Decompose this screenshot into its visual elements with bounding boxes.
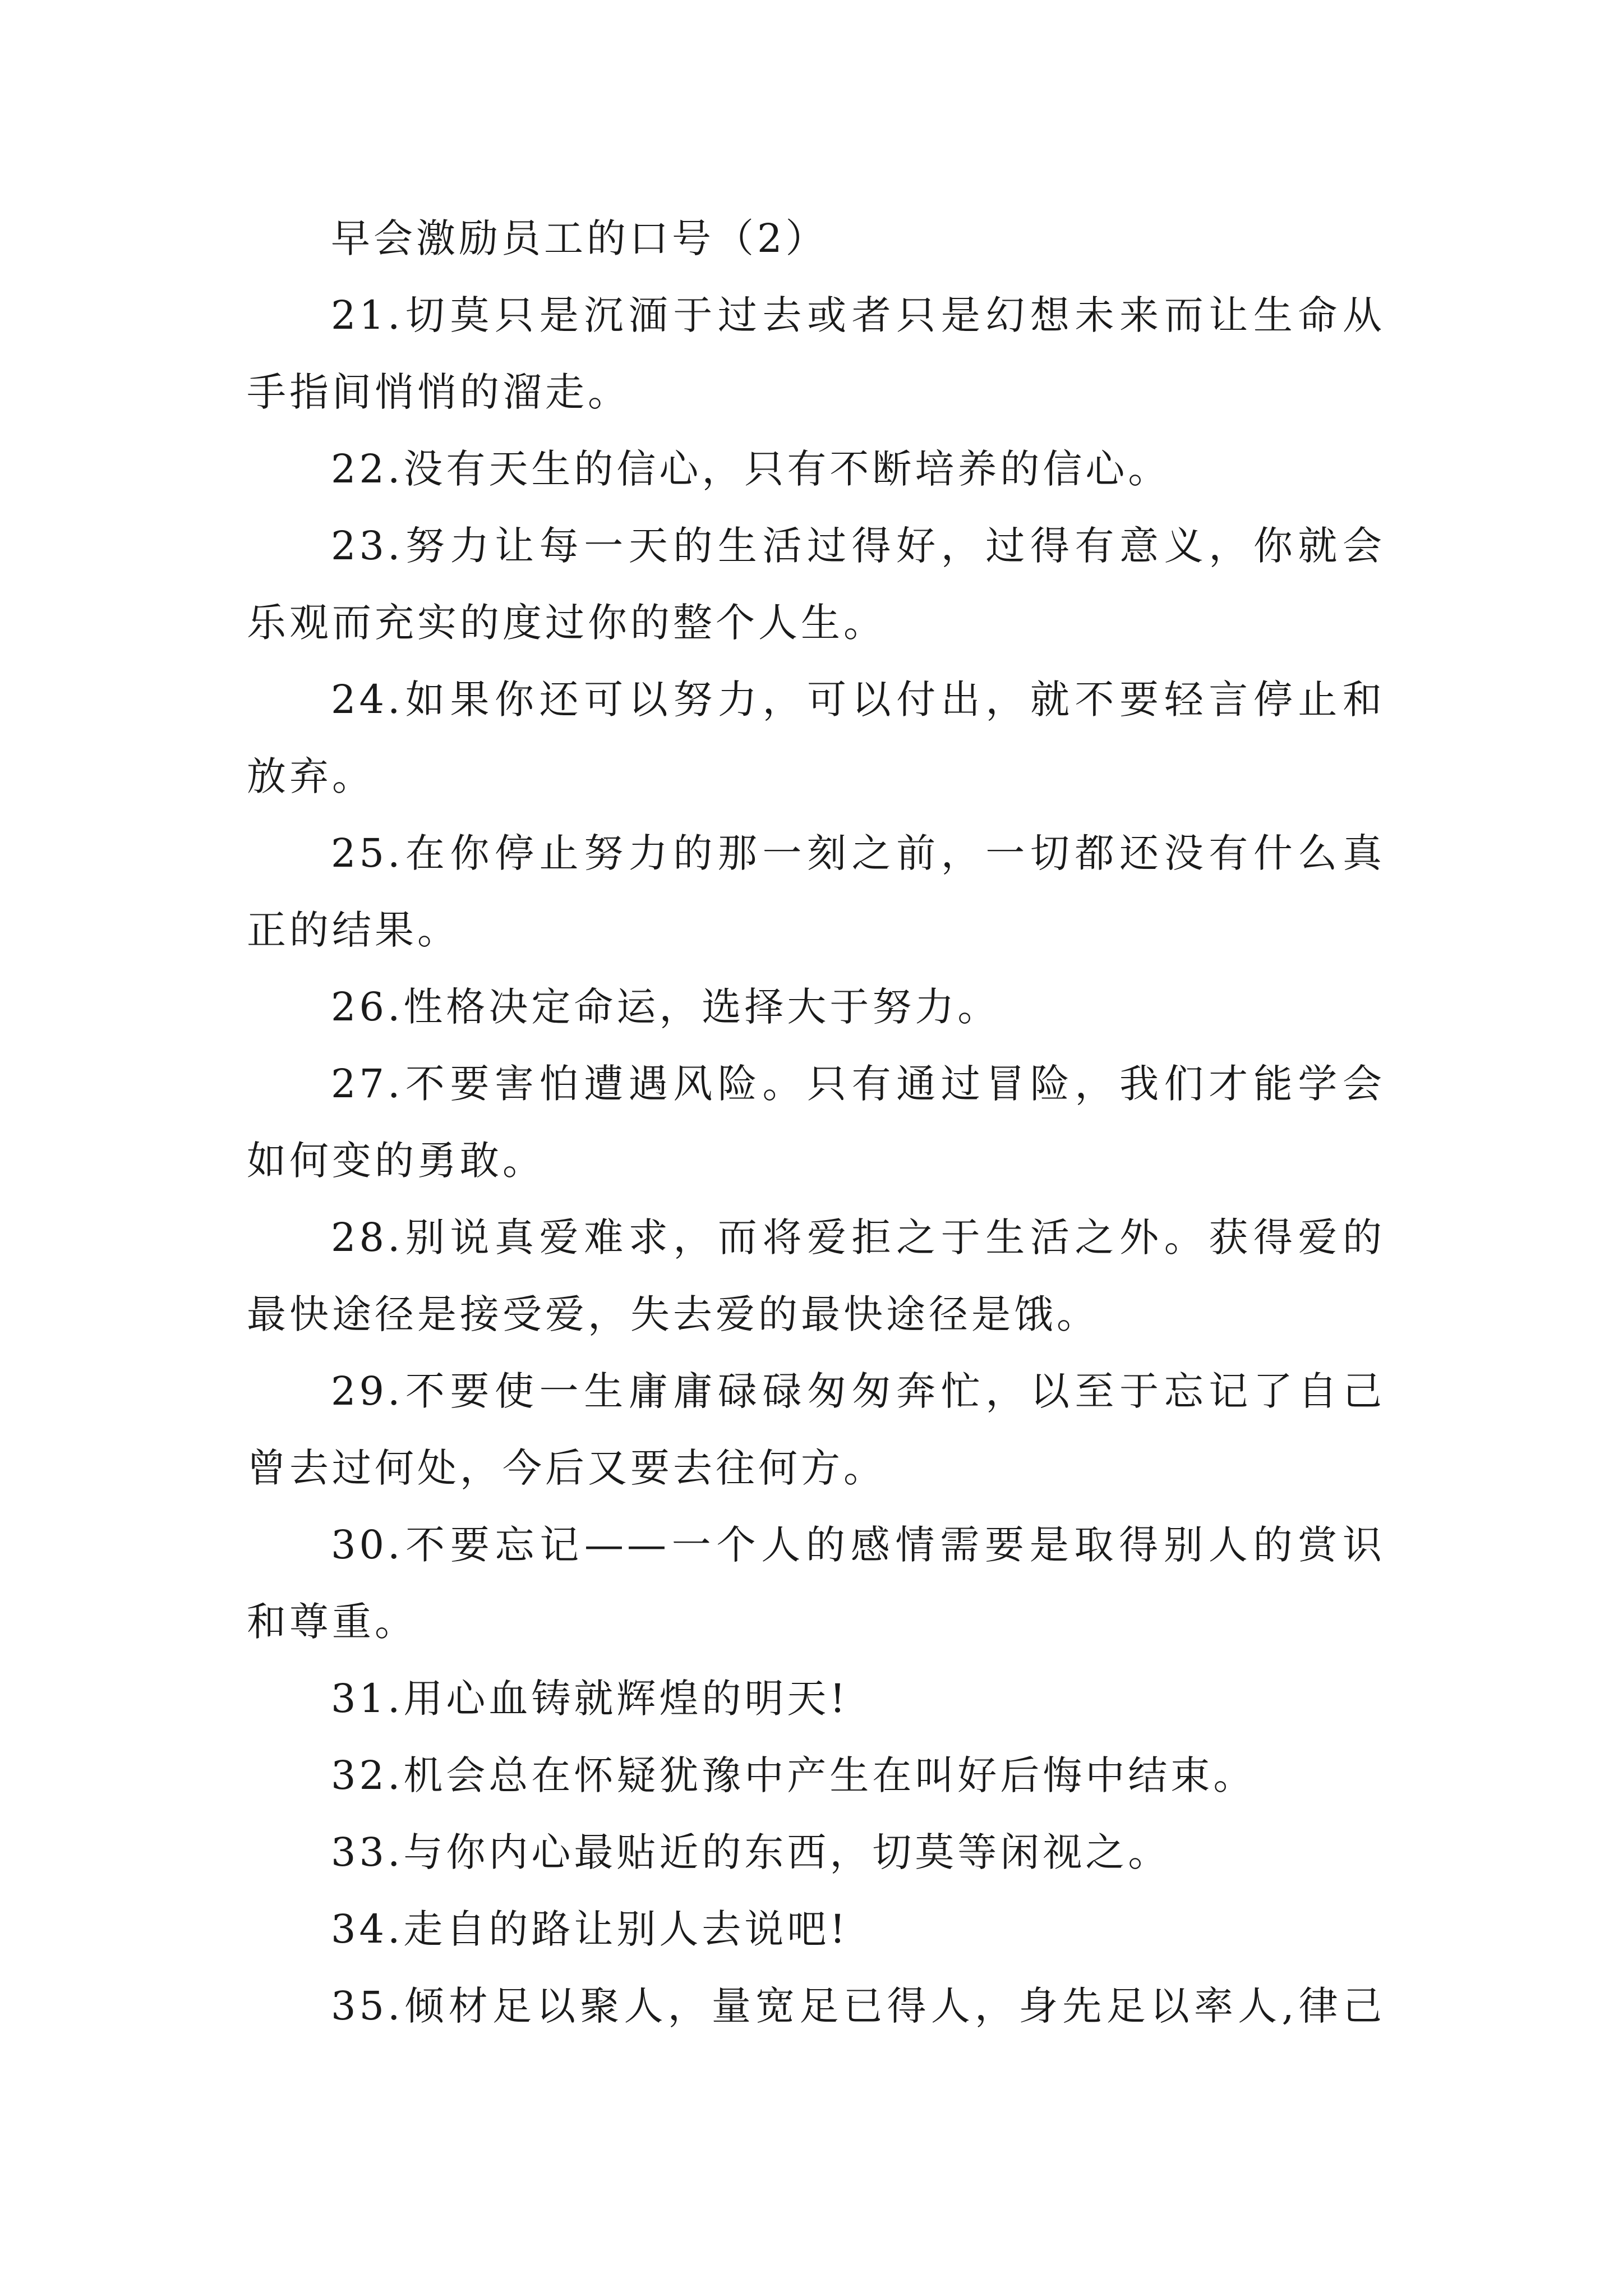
paragraph-line: 23.努力让每一天的生活过得好，过得有意义，你就会 (331, 523, 1385, 569)
paragraph-line: 放弃。 (247, 753, 375, 799)
paragraph-line: 27.不要害怕遭遇风险。只有通过冒险，我们才能学会 (331, 1061, 1385, 1107)
paragraph-line: 26.性格决定命运，选择大于努力。 (331, 984, 1000, 1030)
paragraph-line: 和尊重。 (247, 1599, 417, 1645)
paragraph-line: 曾去过何处，今后又要去往何方。 (247, 1445, 886, 1491)
paragraph-line: 正的结果。 (247, 907, 460, 953)
paragraph-line: 31.用心血铸就辉煌的明天! (331, 1676, 849, 1722)
document-title: 早会激励员工的口号（2） (331, 215, 828, 261)
paragraph-line: 30.不要忘记——一个人的感情需要是取得别人的赏识 (331, 1522, 1385, 1568)
paragraph-line: 乐观而充实的度过你的整个人生。 (247, 600, 886, 646)
paragraph-line: 35.倾材足以聚人，量宽足已得人，身先足以率人,律己 (331, 1983, 1385, 2029)
paragraph-line: 24.如果你还可以努力，可以付出，就不要轻言停止和 (331, 677, 1385, 723)
paragraph-line: 最快途径是接受爱，失去爱的最快途径是饿。 (247, 1291, 1099, 1337)
paragraph-line: 29.不要使一生庸庸碌碌匆匆奔忙，以至于忘记了自己 (331, 1368, 1385, 1414)
paragraph-line: 28.别说真爱难求，而将爱拒之于生活之外。获得爱的 (331, 1214, 1385, 1260)
paragraph-line: 34.走自的路让别人去说吧! (331, 1906, 849, 1952)
paragraph-line: 32.机会总在怀疑犹豫中产生在叫好后悔中结束。 (331, 1752, 1256, 1798)
paragraph-line: 21.切莫只是沉湎于过去或者只是幻想未来而让生命从 (331, 292, 1385, 338)
paragraph-line: 如何变的勇敢。 (247, 1138, 545, 1184)
paragraph-line: 33.与你内心最贴近的东西，切莫等闲视之。 (331, 1829, 1171, 1875)
paragraph-line: 手指间悄悄的溜走。 (247, 369, 630, 415)
paragraph-line: 25.在你停止努力的那一刻之前，一切都还没有什么真 (331, 830, 1385, 876)
paragraph-line: 22.没有天生的信心，只有不断培养的信心。 (331, 446, 1171, 492)
